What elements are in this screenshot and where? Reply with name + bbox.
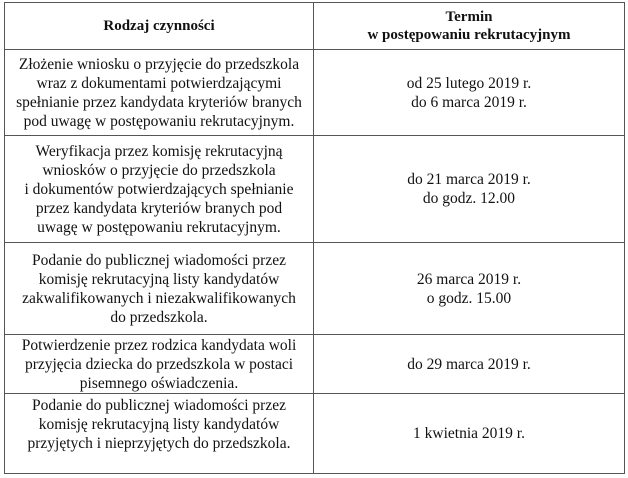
activity-line: Podanie do publicznej wiadomości przez: [32, 251, 286, 269]
date-line: od 25 lutego 2019 r.: [406, 74, 532, 92]
activity-cell: [5, 243, 314, 335]
date-cell: [314, 335, 625, 394]
activity-cell: [5, 50, 314, 136]
date-line: 1 kwietnia 2019 r.: [413, 425, 525, 442]
date-cell: [314, 50, 625, 136]
activity-line: komisję rekrutacyjną listy kandydatów: [38, 270, 280, 288]
table-row: [5, 50, 625, 136]
activity-line: Weryfikacja przez komisję rekrutacyjną: [35, 142, 283, 160]
table-row: [5, 136, 625, 243]
table-row: [5, 243, 625, 335]
activity-line: Złożenie wniosku o przyjęcie do przedszkola: [18, 55, 300, 73]
table-row: [5, 335, 625, 394]
activity-line: zakwalifikowanych i niezakwalifikowanych: [22, 289, 296, 307]
activity-line: Potwierdzenie przez rodzica kandydata woli: [21, 336, 297, 354]
header-activity: [5, 3, 314, 50]
table-row: [5, 394, 625, 474]
table-header-row: [5, 3, 625, 50]
activity-line: spełnianie przez kandydata kryteriów branych: [16, 93, 302, 111]
activity-line: przyjętych i nieprzyjętych do przedszkola.: [27, 435, 291, 452]
recruitment-schedule-table: [4, 2, 625, 474]
activity-line: uwagę w postępowaniu rekrutacyjnym.: [37, 218, 281, 236]
date-line: do 21 marca 2019 r.: [407, 171, 531, 188]
date-line: o godz. 15.00: [426, 289, 512, 307]
header-date: [314, 3, 625, 50]
activity-cell: [5, 136, 314, 243]
date-cell: [314, 243, 625, 335]
date-line: 26 marca 2019 r.: [416, 270, 522, 288]
activity-line: przyjęcia dziecka do przedszkola w postaci: [24, 355, 294, 373]
activity-line: wraz z dokumentami potwierdzającymi: [36, 74, 282, 92]
date-line: do godz. 12.00: [422, 190, 516, 207]
header-date-label-line2: w postępowaniu rekrutacyjnym: [367, 27, 571, 43]
activity-cell: [5, 335, 314, 394]
activity-line: do przedszkola.: [110, 308, 208, 326]
activity-line: Podanie do publicznej wiadomości przez: [32, 397, 286, 414]
activity-line: i dokumentów potwierdzających spełnianie: [24, 180, 294, 198]
date-cell: [314, 136, 625, 243]
activity-line: przez kandydata kryteriów branych pod: [35, 199, 283, 217]
header-date-label-line1: Termin: [445, 9, 493, 25]
activity-line: komisję rekrutacyjną listy kandydatów: [38, 416, 280, 433]
header-activity-label: Rodzaj czynności: [103, 18, 215, 34]
activity-line: wniosków o przyjęcie do przedszkola: [42, 161, 276, 179]
activity-line: pisemnego oświadczenia.: [79, 374, 239, 392]
date-line: do 29 marca 2019 r.: [407, 355, 531, 373]
activity-line: pod uwagę w postępowaniu rekrutacyjnym.: [23, 112, 295, 130]
date-line: do 6 marca 2019 r.: [411, 93, 527, 111]
activity-cell: [5, 394, 314, 474]
date-cell: [314, 394, 625, 474]
